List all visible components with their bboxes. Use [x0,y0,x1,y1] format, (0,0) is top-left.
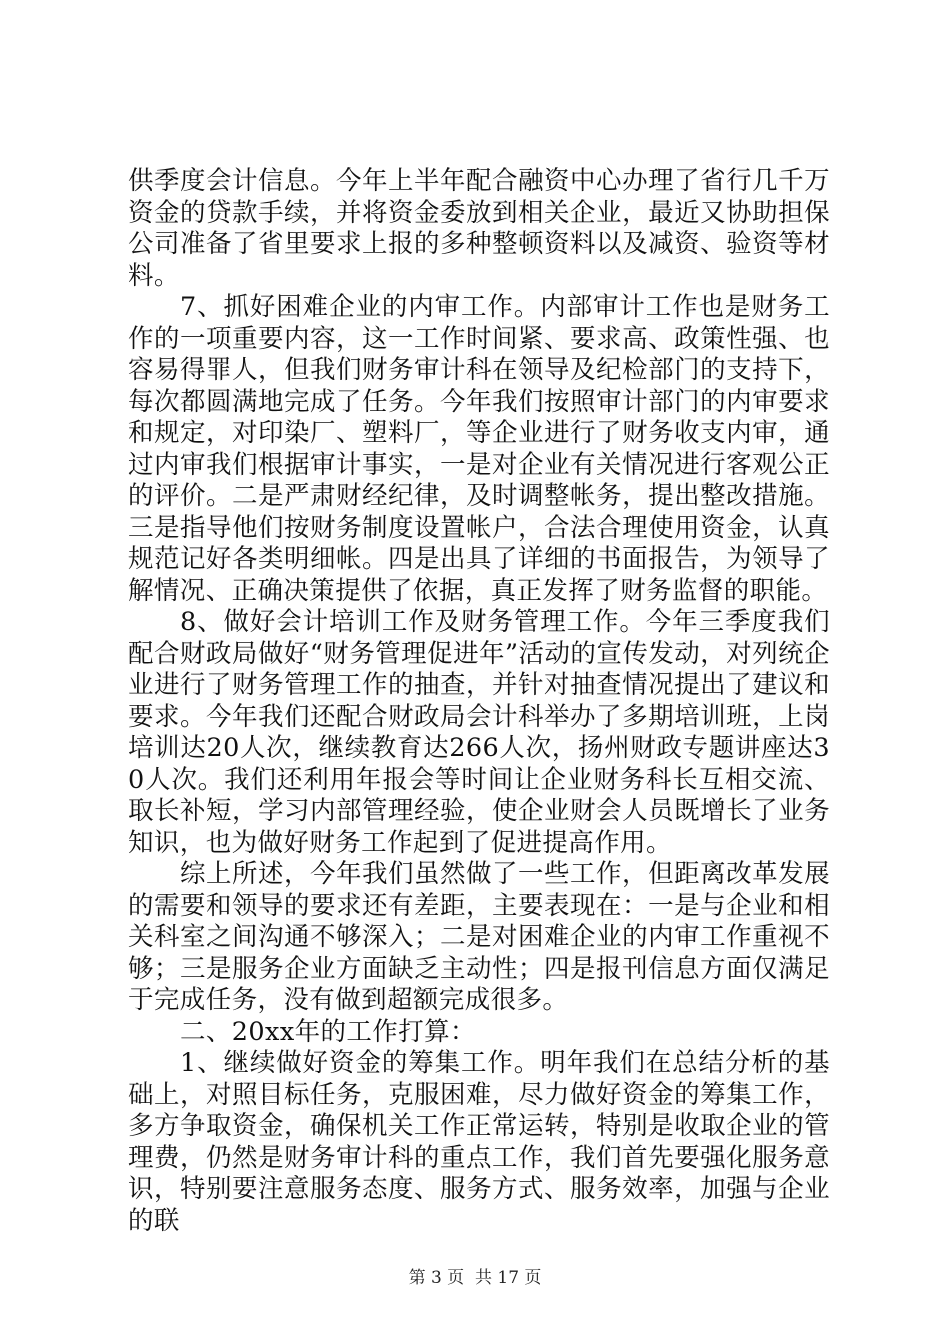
section-heading-work-plan: 二、20xx年的工作打算： [180,1016,476,1047]
paragraph-item-7-internal-audit: 7、抓好困难企业的内审工作。内部审计工作也是财务工作的一项重要内容，这一工作时间紧、要求高、政策性强、也容易得罪人，但我们财务审计科在领导及纪检部门的支持下，每次都圆满地完成了任务。今年我们按照审计部门的内审要求和规定，对印染厂、塑料厂，等企业进行了财务收支内审，通过内审我们根据审计事实，一是对企业有关情况进行客观公正的评价。二是严肃财经纪律，及时调整帐务，提出整改措施。三是指导他们按财务制度设置帐户，合法合理使用资金，认真规范记好各类明细帐。四是出具了详细的书面报告，为领导了解情况、正确决策提供了依据，真正发挥了财务监督的职能。 [128,292,830,606]
paragraph-continuation: 供季度会计信息。今年上半年配合融资中心办理了省行几千万资金的贷款手续，并将资金委放到相关企业，最近又协助担保公司准备了省里要求上报的多种整顿资料以及减资、验资等材料。 [128,166,830,291]
paragraph-summary: 综上所述，今年我们虽然做了一些工作，但距离改革发展的需要和领导的要求还有差距，主要表现在：一是与企业和相关科室之间沟通不够深入；二是对困难企业的内审工作重视不够；三是服务企业方面缺乏主动性；四是报刊信息方面仅满足于完成任务，没有做到超额完成很多。 [128,859,830,1015]
page-number-footer: 第 3 页 共 17 页 [408,1268,542,1288]
paragraph-item-8-accounting-training: 8、做好会计培训工作及财务管理工作。今年三季度我们配合财政局做好“财务管理促进年”活动的宣传发动，对列统企业进行了财务管理工作的抽查，并针对抽查情况提出了建议和要求。今年我们还配合财政局会计科举办了多期培训班，上岗培训达20人次，继续教育达266人次，扬州财政专题讲座达30人次。我们还利用年报会等时间让企业财务科长互相交流、取长补短，学习内部管理经验，使企业财会人员既增长了业务知识，也为做好财务工作起到了促进提高作用。 [128,607,830,858]
document-body [128,166,830,1237]
paragraph-plan-item-1: 1、继续做好资金的筹集工作。明年我们在总结分析的基础上，对照目标任务，克服困难，尽力做好资金的筹集工作，多方争取资金，确保机关工作正常运转，特别是收取企业的管理费，仍然是财务审计科的重点工作，我们首先要强化服务意识，特别要注意服务态度、服务方式、服务效率，加强与企业的联 [128,1048,830,1236]
